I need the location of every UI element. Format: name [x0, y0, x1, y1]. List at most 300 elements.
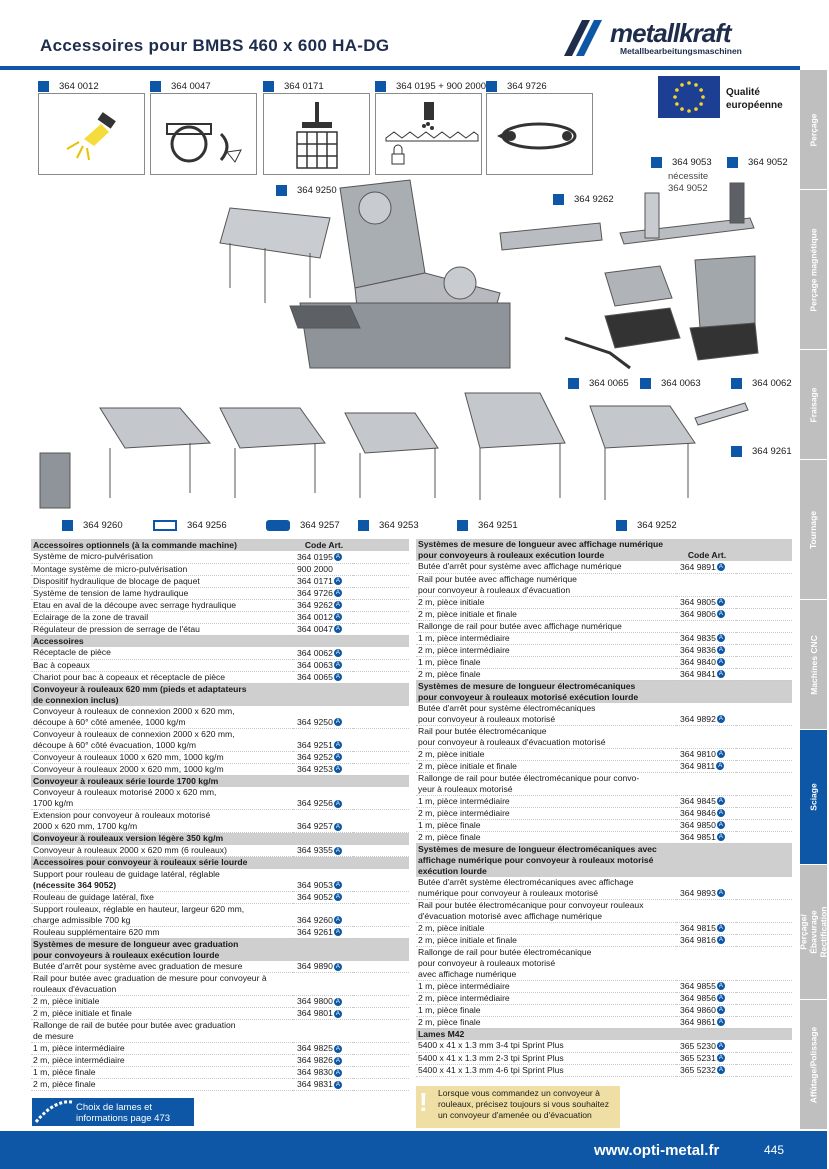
availability-icon: A: [335, 650, 340, 657]
table-row: [416, 1052, 792, 1064]
item-description: Rallonge de rail pour butée électromécanique pour convoyeur à rouleaux motorisé avec affichage numérique: [416, 946, 676, 980]
table-row: [31, 891, 409, 903]
icon-box-spray: [375, 93, 482, 175]
availability-icon: A: [335, 1045, 340, 1052]
label-364-9262: 364 9262: [553, 194, 614, 205]
table-section-header: [31, 683, 409, 706]
item-code: 364 9250 A: [293, 706, 353, 729]
table-row: [416, 596, 792, 608]
table-row: [31, 1079, 409, 1091]
item-code: 364 9252 A: [293, 751, 353, 763]
table-row: [416, 608, 792, 620]
tab-tournage[interactable]: [800, 460, 827, 600]
item-description: 2 m, pièce intermédiaire: [416, 992, 676, 1004]
availability-icon: A: [335, 929, 340, 936]
availability-icon: A: [335, 894, 340, 901]
item-description: Support pour rouleau de guidage latéral, réglable (nécessite 364 9052): [31, 869, 293, 892]
tab-affutage[interactable]: [800, 1000, 827, 1130]
item-description: Dispositif hydraulique de blocage de paquet: [31, 575, 293, 587]
item-code: 364 0171 A: [293, 575, 353, 587]
availability-icon: A: [718, 635, 723, 642]
availability-icon: A: [335, 882, 340, 889]
item-code: [676, 843, 736, 877]
quality-label: Qualité européenne: [726, 87, 783, 111]
item-description: 1 m, pièce intermédiaire: [31, 1043, 293, 1055]
label-364-9252: 364 9252: [616, 520, 677, 531]
tab-label: Affûtage/Polissage: [808, 1026, 819, 1103]
item-code: 364 9355 A: [293, 845, 353, 857]
table-section-header: [416, 680, 792, 703]
item-description: Lames M42: [416, 1028, 676, 1040]
label-364-0065: 364 0065: [568, 378, 629, 389]
tab-percage-ebavurage[interactable]: [800, 865, 827, 1000]
availability-icon: A: [718, 822, 723, 829]
label-364-9251: 364 9251: [457, 520, 518, 531]
item-description: Convoyeur à rouleaux 1000 x 620 mm, 1000 kg/m: [31, 751, 293, 763]
tab-label: Perçage: [808, 112, 819, 147]
note-text: Lorsque vous commandez un convoyeur à rouleaux, précisez toujours si vous souhaitez un convoyeur d'amenée ou d'évacuation: [438, 1088, 610, 1120]
table-section-header: [31, 857, 409, 869]
availability-icon: A: [718, 834, 723, 841]
tab-machines-cnc[interactable]: [800, 600, 827, 730]
availability-icon: A: [335, 626, 340, 633]
item-code: [293, 938, 353, 961]
website-link[interactable]: www.opti-metal.fr: [594, 1142, 720, 1159]
item-description: Eclairage de la zone de travail: [31, 611, 293, 623]
item-code: 364 9835 A: [676, 632, 736, 644]
table-row: [416, 725, 792, 748]
item-code: 364 9860 A: [676, 1004, 736, 1016]
availability-icon: A: [718, 925, 723, 932]
item-description: Rallonge de rail pour butée électromécanique pour convo- yeur à rouleaux motorisé: [416, 772, 676, 795]
label-364-9260: 364 9260: [62, 520, 123, 531]
item-code: 364 9825 A: [293, 1043, 353, 1055]
item-code: 364 9810 A: [676, 748, 736, 760]
item-description: 2 m, pièce initiale: [416, 596, 676, 608]
item-code: [293, 683, 353, 706]
item-description: 2 m, pièce initiale: [416, 748, 676, 760]
item-code: [676, 946, 736, 980]
item-code: 364 0062 A: [293, 647, 353, 659]
availability-icon: A: [335, 614, 340, 621]
item-code: [293, 857, 353, 869]
table-row: [416, 644, 792, 656]
item-description: Rail pour butée électromécanique pour convoyeur rouleaux d'évacuation motorisé avec affichage numérique: [416, 899, 676, 922]
item-description: 2 m, pièce intermédiaire: [416, 807, 676, 819]
item-code: 364 9891 A: [676, 561, 736, 573]
item-code: 364 9257 A: [293, 810, 353, 833]
item-code: 364 9052 A: [293, 891, 353, 903]
table-row: [31, 996, 409, 1008]
table-right: [416, 539, 792, 1077]
table-row: [416, 980, 792, 992]
item-description: Accessoires: [31, 635, 293, 647]
item-description: Convoyeur à rouleaux 2000 x 620 mm (6 rouleaux): [31, 845, 293, 857]
item-code: 364 0195 A: [293, 551, 353, 563]
icon-box-bundle: [263, 93, 370, 175]
label-364-0171: 364 0171: [263, 81, 324, 92]
item-description: Butée d'arrêt pour système avec affichage numérique: [416, 561, 676, 573]
item-code: [293, 1020, 353, 1043]
tab-label: Perçage/Ébavurage Rectification: [798, 906, 829, 958]
logo-subtitle: Metallbearbeitungsmaschinen: [620, 46, 742, 56]
item-code: 364 0065 A: [293, 671, 353, 683]
availability-icon: A: [718, 659, 723, 666]
work-light-icon: [39, 94, 144, 174]
metallkraft-logo: [556, 16, 796, 60]
icon-box-pressure: [150, 93, 257, 175]
item-description: Etau en aval de la découpe avec serrage hydraulique: [31, 599, 293, 611]
item-code: 364 9861 A: [676, 1016, 736, 1028]
availability-icon: A: [335, 754, 340, 761]
item-code: 365 5231 A: [676, 1052, 736, 1064]
table-row: [416, 632, 792, 644]
tab-fraisage[interactable]: [800, 350, 827, 460]
header-rule: [0, 66, 800, 70]
tab-sciage[interactable]: [800, 730, 827, 865]
table-row: [31, 763, 409, 775]
table-row: [416, 1016, 792, 1028]
motor-icon: [153, 520, 177, 531]
item-description: Butée d'arrêt pour système électromécaniques pour convoyeur à rouleaux motorisé: [416, 703, 676, 726]
bundle-clamp-icon: [264, 94, 369, 174]
item-description: Rouleau supplémentaire 620 mm: [31, 926, 293, 938]
label-364-9052: 364 9052: [727, 157, 788, 168]
table-row: [416, 877, 792, 900]
availability-icon: A: [718, 1043, 723, 1050]
item-description: 2 m, pièce initiale et finale: [416, 934, 676, 946]
table-row: [31, 1043, 409, 1055]
table-row: [416, 573, 792, 596]
item-code: 364 9260 A: [293, 903, 353, 926]
label-364-0062: 364 0062: [731, 378, 792, 389]
item-description: 1 m, pièce finale: [416, 656, 676, 668]
label-364-9250: 364 9250: [276, 185, 337, 196]
tab-percage-magnetique[interactable]: [800, 190, 827, 350]
page-header: [0, 0, 827, 68]
label-requires: nécessite 364 9052: [668, 171, 709, 194]
item-description: Butée d'arrêt système électromécaniques avec affichage numérique pour convoyeur à rouleaux motorisé: [416, 877, 676, 900]
label-364-9257: 364 9257: [266, 520, 340, 531]
item-code: 364 9253 A: [293, 763, 353, 775]
availability-icon: A: [335, 823, 340, 830]
item-description: Accessoires optionnels (à la commande machine): [31, 539, 293, 551]
table-row: [416, 1040, 792, 1052]
availability-icon: A: [335, 1069, 340, 1076]
item-code: 364 9850 A: [676, 819, 736, 831]
item-code: 364 9262 A: [293, 599, 353, 611]
label-364-9256: 364 9256: [153, 520, 227, 531]
table-row: [31, 810, 409, 833]
item-description: Bac à copeaux: [31, 659, 293, 671]
item-code: 364 9892 A: [676, 703, 736, 726]
table-section-header: [31, 833, 409, 845]
icon-box-tension: [486, 93, 593, 175]
item-description: Système de micro-pulvérisation: [31, 551, 293, 563]
item-description: Rail pour butée avec graduation de mesure pour convoyeur à rouleaux d'évacuation: [31, 973, 293, 996]
item-code: [676, 899, 736, 922]
label-364-9261: 364 9261: [731, 446, 792, 457]
table-section-header: [31, 938, 409, 961]
table-row: [31, 903, 409, 926]
item-description: Convoyeur à rouleaux de connexion 2000 x 620 mm, découpe à 60° côté amenée, 1000 kg/m: [31, 706, 293, 729]
item-code: 364 9806 A: [676, 608, 736, 620]
availability-icon: A: [718, 1067, 723, 1074]
table-section-header: [416, 1028, 792, 1040]
item-description: 2 m, pièce initiale et finale: [416, 608, 676, 620]
table-row: [416, 946, 792, 980]
table-row: [416, 1004, 792, 1016]
availability-icon: A: [718, 798, 723, 805]
item-code: 364 9831 A: [293, 1079, 353, 1091]
table-row: [31, 728, 409, 751]
availability-icon: A: [335, 847, 340, 854]
item-code: 364 9893 A: [676, 877, 736, 900]
item-code: Code Art.: [676, 539, 736, 561]
item-code: [293, 973, 353, 996]
availability-icon: A: [718, 983, 723, 990]
table-section-header: [31, 635, 409, 647]
item-description: 1 m, pièce finale: [416, 1004, 676, 1016]
item-code: Code Art.: [293, 539, 353, 551]
table-row: [31, 647, 409, 659]
item-code: 364 9256 A: [293, 787, 353, 810]
item-description: 2 m, pièce finale: [416, 1016, 676, 1028]
availability-icon: A: [718, 1019, 723, 1026]
item-description: 2 m, pièce initiale: [416, 922, 676, 934]
table-row: [416, 899, 792, 922]
availability-icon: A: [335, 674, 340, 681]
pressure-regulator-icon: [151, 94, 256, 174]
availability-icon: A: [335, 742, 340, 749]
item-description: 2 m, pièce finale: [416, 668, 676, 680]
table-row: [31, 1067, 409, 1079]
availability-icon: A: [718, 647, 723, 654]
label-364-0012: 364 0012: [38, 81, 99, 92]
availability-icon: A: [718, 599, 723, 606]
table-row: [31, 973, 409, 996]
icon-box-lighting: [38, 93, 145, 175]
item-description: Rail pour butée avec affichage numérique pour convoyeur à rouleaux d'évacuation: [416, 573, 676, 596]
item-description: Montage système de micro-pulvérisation: [31, 563, 293, 575]
item-code: [293, 775, 353, 787]
availability-icon: A: [335, 1057, 340, 1064]
item-code: 364 9805 A: [676, 596, 736, 608]
item-description: Convoyeur à rouleaux 2000 x 620 mm, 1000 kg/m: [31, 763, 293, 775]
table-row: [416, 819, 792, 831]
availability-icon: A: [718, 810, 723, 817]
product-illustration: [210, 178, 800, 523]
extension-icon: [266, 520, 290, 531]
table-row: [31, 751, 409, 763]
availability-icon: A: [718, 716, 723, 723]
availability-icon: A: [335, 1010, 340, 1017]
table-row: [31, 611, 409, 623]
item-description: Convoyeur à rouleaux version légère 350 kg/m: [31, 833, 293, 845]
item-code: 364 9890 A: [293, 961, 353, 973]
item-code: 364 9845 A: [676, 795, 736, 807]
availability-icon: A: [335, 602, 340, 609]
item-description: Systèmes de mesure de longueur avec affichage numérique pour convoyeurs à rouleaux exécution lourde: [416, 539, 676, 561]
item-description: 2 m, pièce initiale et finale: [31, 1008, 293, 1020]
item-code: 365 5230 A: [676, 1040, 736, 1052]
availability-icon: A: [718, 671, 723, 678]
table-row: [31, 623, 409, 635]
table-left: [31, 539, 409, 1091]
item-description: Support rouleaux, réglable en hauteur, largeur 620 mm, charge admissible 700 kg: [31, 903, 293, 926]
tab-label: Tournage: [808, 510, 819, 549]
availability-icon: A: [335, 662, 340, 669]
item-description: Rallonge de rail de butée pour butée avec graduation de mesure: [31, 1020, 293, 1043]
item-description: Chariot pour bac à copeaux et réceptacle de pièce: [31, 671, 293, 683]
page-title: Accessoires pour BMBS 460 x 600 HA-DG: [40, 36, 390, 55]
availability-icon: A: [718, 1007, 723, 1014]
item-description: Rouleau de guidage latéral, fixe: [31, 891, 293, 903]
saw-blade-icon: [34, 1100, 74, 1124]
logo-mark-icon: [556, 16, 608, 60]
item-description: Rallonge de rail pour butée avec affichage numérique: [416, 620, 676, 632]
item-code: 364 9841 A: [676, 668, 736, 680]
availability-icon: A: [718, 611, 723, 618]
table-row: [31, 587, 409, 599]
label-364-0047: 364 0047: [150, 81, 211, 92]
availability-icon: A: [718, 995, 723, 1002]
item-description: Convoyeur à rouleaux série lourde 1700 kg/m: [31, 775, 293, 787]
item-description: 2 m, pièce initiale et finale: [416, 760, 676, 772]
item-description: 1 m, pièce intermédiaire: [416, 632, 676, 644]
table-row: [31, 599, 409, 611]
availability-icon: A: [718, 937, 723, 944]
eu-flag-icon: [658, 76, 720, 118]
tab-percage[interactable]: [800, 70, 827, 190]
availability-icon: A: [335, 590, 340, 597]
table-row: [416, 934, 792, 946]
table-row: [31, 563, 409, 575]
table-row: [416, 703, 792, 726]
item-code: [676, 573, 736, 596]
availability-icon: A: [718, 564, 723, 571]
blade-info-note[interactable]: Choix de lames et informations page 473: [32, 1098, 194, 1126]
table-row: [31, 787, 409, 810]
item-description: 5400 x 41 x 1.3 mm 3-4 tpi Sprint Plus: [416, 1040, 676, 1052]
availability-icon: A: [335, 1081, 340, 1088]
table-row: [31, 845, 409, 857]
table-row: [31, 659, 409, 671]
table-section-header: [31, 775, 409, 787]
item-code: 364 9811 A: [676, 760, 736, 772]
item-description: 2 m, pièce intermédiaire: [31, 1055, 293, 1067]
conveyor-order-note: [416, 1086, 620, 1128]
label-364-0063: 364 0063: [640, 378, 701, 389]
item-description: 5400 x 41 x 1.3 mm 4-6 tpi Sprint Plus: [416, 1064, 676, 1076]
item-code: 364 9726 A: [293, 587, 353, 599]
blade-tension-icon: [487, 94, 592, 174]
label-364-0195: 364 0195 + 900 2000: [375, 81, 486, 92]
item-code: [676, 620, 736, 632]
item-code: 364 9261 A: [293, 926, 353, 938]
availability-icon: A: [718, 751, 723, 758]
table-section-header: [416, 843, 792, 877]
table-row: [416, 807, 792, 819]
item-description: Régulateur de pression de serrage de l'étau: [31, 623, 293, 635]
availability-icon: A: [335, 554, 340, 561]
table-row: [416, 992, 792, 1004]
item-description: 2 m, pièce initiale: [31, 996, 293, 1008]
table-row: [31, 961, 409, 973]
item-code: 364 9830 A: [293, 1067, 353, 1079]
table-row: [31, 1008, 409, 1020]
item-description: Systèmes de mesure de longueur avec graduation pour convoyeurs à rouleaux exécution lourde: [31, 938, 293, 961]
availability-icon: A: [335, 578, 340, 585]
item-description: 2 m, pièce finale: [31, 1079, 293, 1091]
item-description: 1 m, pièce intermédiaire: [416, 795, 676, 807]
item-code: [676, 1028, 736, 1040]
availability-icon: A: [335, 998, 340, 1005]
table-row: [416, 668, 792, 680]
label-364-9053: 364 9053: [651, 157, 712, 168]
warning-icon: !: [419, 1087, 428, 1117]
availability-icon: A: [335, 766, 340, 773]
item-description: Système de tension de lame hydraulique: [31, 587, 293, 599]
item-code: 364 9251 A: [293, 728, 353, 751]
table-row: [416, 1064, 792, 1076]
item-code: 364 9826 A: [293, 1055, 353, 1067]
tab-label: Sciage: [808, 783, 819, 811]
micro-spray-icon: [376, 94, 481, 174]
item-code: [293, 833, 353, 845]
item-code: 364 9800 A: [293, 996, 353, 1008]
item-description: Rail pour butée électromécanique pour convoyeur à rouleaux d'évacuation motorisé: [416, 725, 676, 748]
availability-icon: A: [335, 963, 340, 970]
table-section-header: [31, 539, 409, 551]
availability-icon: A: [718, 890, 723, 897]
table-section-header: [416, 539, 792, 561]
item-code: [676, 680, 736, 703]
table-row: [416, 748, 792, 760]
item-code: 364 9840 A: [676, 656, 736, 668]
item-code: 364 9836 A: [676, 644, 736, 656]
table-row: [416, 760, 792, 772]
availability-icon: A: [335, 800, 340, 807]
table-row: [31, 1020, 409, 1043]
availability-icon: A: [718, 1055, 723, 1062]
item-code: 364 9815 A: [676, 922, 736, 934]
table-row: [31, 706, 409, 729]
label-364-9726: 364 9726: [486, 81, 547, 92]
item-code: 364 9846 A: [676, 807, 736, 819]
table-row: [416, 620, 792, 632]
item-code: 364 9851 A: [676, 831, 736, 843]
item-description: 2 m, pièce intermédiaire: [416, 644, 676, 656]
table-row: [416, 772, 792, 795]
item-code: 364 0047 A: [293, 623, 353, 635]
table-row: [416, 561, 792, 573]
item-code: 900 2000: [293, 563, 353, 575]
item-description: 1 m, pièce finale: [416, 819, 676, 831]
item-description: Systèmes de mesure de longueur électromécaniques pour convoyeur à rouleaux motorisé exécution lourde: [416, 680, 676, 703]
item-description: Extension pour convoyeur à rouleaux motorisé 2000 x 620 mm, 1700 kg/m: [31, 810, 293, 833]
table-row: [31, 926, 409, 938]
item-code: [293, 635, 353, 647]
item-description: 2 m, pièce finale: [416, 831, 676, 843]
availability-icon: A: [335, 719, 340, 726]
table-row: [31, 575, 409, 587]
item-code: [676, 772, 736, 795]
page-number: 445: [764, 1143, 785, 1157]
table-row: [416, 795, 792, 807]
tab-label: Machines CNC: [808, 634, 819, 695]
item-code: 365 5232 A: [676, 1064, 736, 1076]
